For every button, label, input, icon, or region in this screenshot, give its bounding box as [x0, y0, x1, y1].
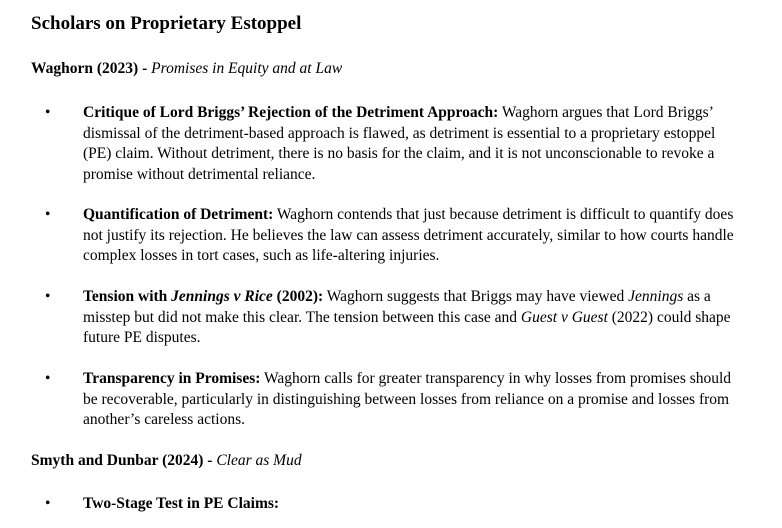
- item-lead: [83, 288, 323, 305]
- item-text: Waghorn argues that Lord Briggs’ dismissal of the detriment-based approach is flawed, as detriment is essential to a proprietary estoppel (PE) claim. Without detriment, there is no basis for the claim, and it is not unconscionable to revoke a promise without detrimental reliance.: [83, 104, 716, 183]
- case-citation: Guest v Guest: [520, 308, 608, 326]
- item-text: (2022) could shape future PE disputes.: [83, 308, 731, 346]
- bullet-marker: •: [45, 495, 51, 512]
- page-title: Scholars on Proprietary Estoppel: [31, 13, 302, 34]
- list-item: [45, 369, 743, 431]
- list-item: [45, 205, 743, 267]
- case-citation: Jennings: [628, 288, 684, 305]
- list-item: [45, 494, 743, 515]
- item-lead: Transparency in Promises:: [83, 370, 261, 387]
- section-heading-waghorn: [31, 59, 342, 79]
- section-separator: -: [203, 452, 217, 469]
- bullet-marker: •: [45, 370, 51, 387]
- bullet-marker: •: [45, 288, 51, 305]
- item-text: Waghorn contends that just because detriment is difficult to quantify does not justify its rejection. He believes the law can assess detriment accurately, similar to how courts handle complex losses in tort cases, such as life-altering injuries.: [83, 206, 734, 264]
- bullet-marker: •: [45, 206, 51, 223]
- item-lead: Quantification of Detriment:: [83, 206, 274, 223]
- item-lead-part: (2002):: [272, 288, 324, 305]
- item-lead: Two-Stage Test in PE Claims:: [83, 495, 280, 512]
- section-separator: -: [138, 60, 152, 77]
- section-work-title: Clear as Mud: [216, 452, 302, 469]
- bullet-marker: •: [45, 104, 51, 121]
- item-text: as a misstep but did not make this clear. The tension between this case and: [83, 288, 711, 326]
- list-item: [45, 287, 743, 349]
- list-item: [45, 103, 743, 185]
- item-text: Waghorn suggests that Briggs may have viewed: [323, 288, 629, 305]
- case-citation: Jennings v Rice: [171, 288, 273, 305]
- section-heading-smyth-dunbar: [31, 451, 302, 471]
- section-author: Smyth and Dunbar (2024): [31, 452, 204, 469]
- section-author: Waghorn (2023): [31, 60, 139, 77]
- item-text: Waghorn calls for greater transparency in why losses from promises should be recoverable, particularly in distinguishing between losses from reliance on a promise and losses from another’s careless actions.: [83, 370, 732, 428]
- item-lead: Critique of Lord Briggs’ Rejection of the Detriment Approach:: [83, 104, 499, 121]
- section-work-title: Promises in Equity and at Law: [151, 60, 343, 77]
- item-lead-part: Tension with: [83, 288, 172, 305]
